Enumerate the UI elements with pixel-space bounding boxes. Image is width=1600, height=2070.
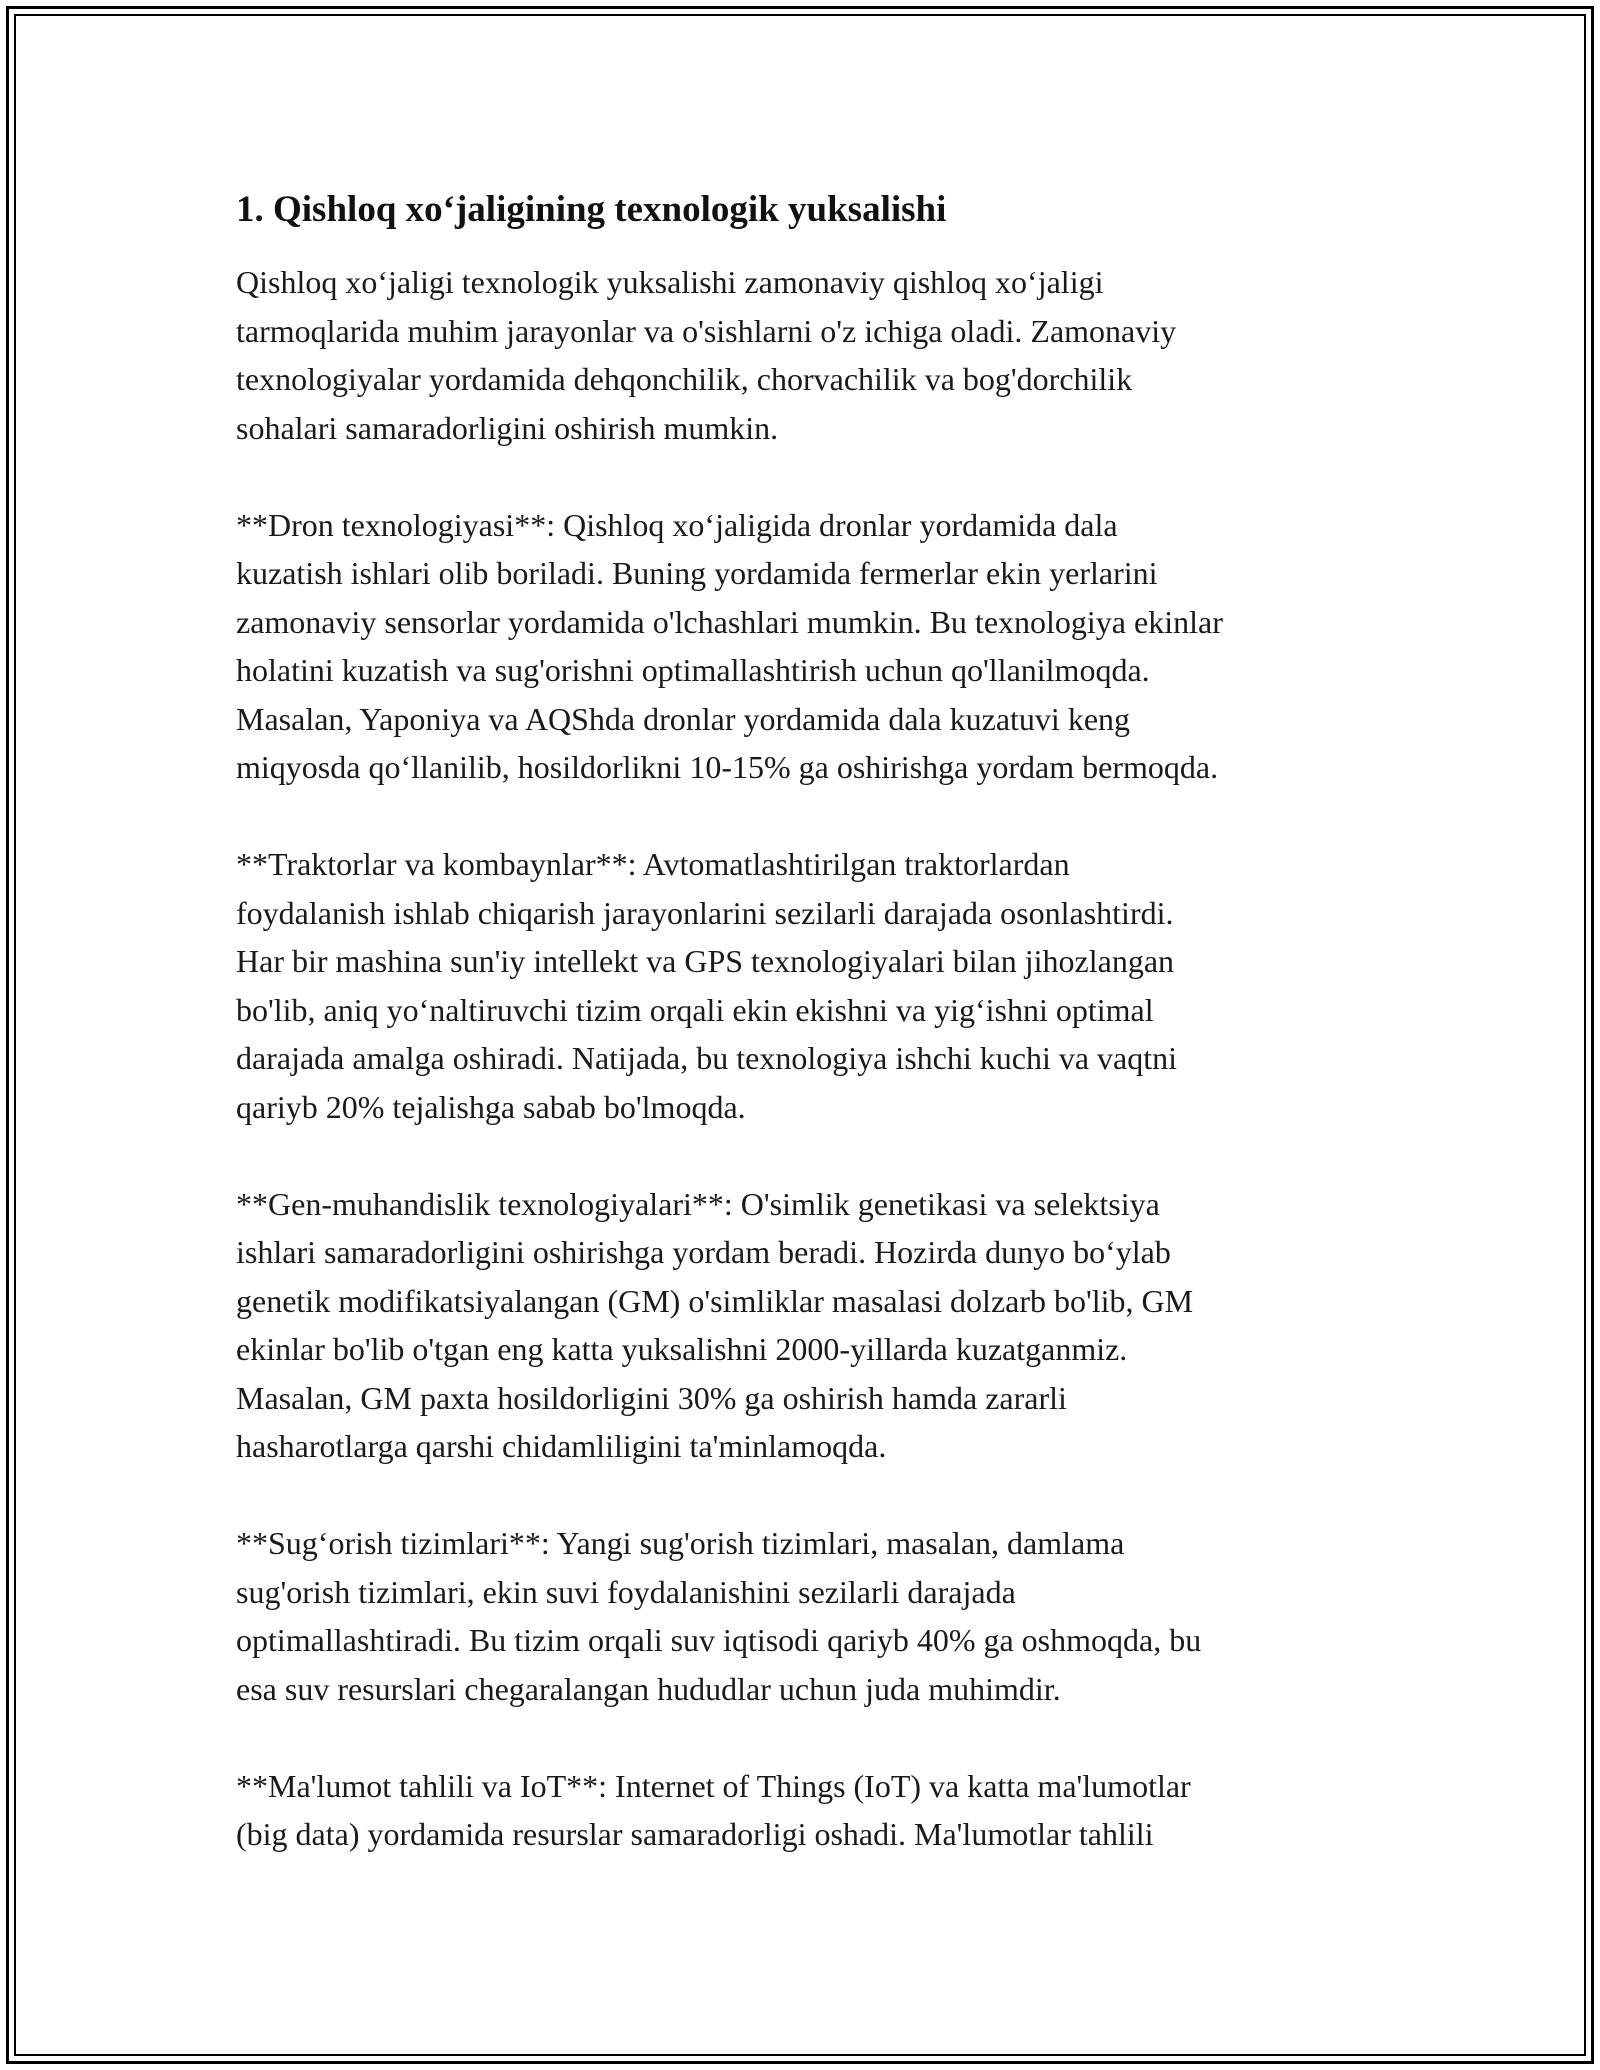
paragraph-line: Masalan, Yaponiya va AQShda dronlar yordamida dala kuzatuvi keng [236, 700, 1131, 737]
paragraph-line: zamonaviy sensorlar yordamida o'lchashlari mumkin. Bu texnologiya ekinlar [236, 603, 1223, 640]
paragraph-line: optimallashtiradi. Bu tizim orqali suv iqtisodi qariyb 40% ga oshmoqda, bu [236, 1622, 1202, 1658]
paragraph-line: Masalan, GM paxta hosildorligini 30% ga oshirish hamda zararli [236, 1379, 1067, 1416]
paragraph-line: sug'orish tizimlari, ekin suvi foydalanishini sezilarli darajada [236, 1573, 1016, 1610]
paragraph-intro [236, 258, 1384, 452]
paragraph-line: (big data) yordamida resurslar samaradorligi oshadi. Ma'lumotlar tahlili [236, 1816, 1154, 1852]
paragraph-line: miqyosda qo‘llanilib, hosildorlikni 10-15% ga oshirishga yordam bermoqda. [236, 749, 1219, 785]
paragraph-line: **Ma'lumot tahlili va IoT**: Internet of Things (IoT) va katta ma'lumotlar [236, 1767, 1191, 1804]
paragraph-line: Qishloq xo‘jaligi texnologik yuksalishi zamonaviy qishloq xo‘jaligi [236, 264, 1104, 300]
paragraph-irrigation [236, 1519, 1384, 1713]
paragraph-line: sohalari samaradorligini oshirish mumkin. [236, 409, 779, 446]
paragraph-genetics [236, 1180, 1384, 1471]
paragraph-line: tarmoqlarida muhim jarayonlar va o'sishlarni o'z ichiga oladi. Zamonaviy [236, 312, 1177, 349]
paragraph-line: ishlari samaradorligini oshirishga yordam beradi. Hozirda dunyo bo‘ylab [236, 1234, 1171, 1270]
paragraph-line: **Dron texnologiyasi**: Qishloq xo‘jaligida dronlar yordamida dala [236, 506, 1118, 543]
paragraph-line: **Sug‘orish tizimlari**: Yangi sug'orish tizimlari, masalan, damlama [236, 1525, 1125, 1561]
paragraph-tractors [236, 840, 1384, 1131]
paragraph-line: esa suv resurslari chegaralangan hududlar uchun juda muhimdir. [236, 1670, 1061, 1707]
paragraph-line: **Traktorlar va kombaynlar**: Avtomatlashtirilgan traktorlardan [236, 846, 1070, 882]
paragraph-line: Har bir mashina sun'iy intellekt va GPS texnologiyalari bilan jihozlangan [236, 943, 1175, 979]
paragraph-line: holatini kuzatish va sug'orishni optimallashtirish uchun qo'llanilmoqda. [236, 652, 1150, 688]
paragraph-drones [236, 501, 1384, 792]
paragraph-line: darajada amalga oshiradi. Natijada, bu texnologiya ishchi kuchi va vaqtni [236, 1040, 1178, 1076]
section-heading: 1. Qishloq xo‘jaligining texnologik yuksalishi [236, 189, 947, 230]
paragraph-iot [236, 1762, 1384, 1859]
paragraph-line: genetik modifikatsiyalangan (GM) o'simliklar masalasi dolzarb bo'lib, GM [236, 1282, 1194, 1319]
paragraph-line: foydalanish ishlab chiqarish jarayonlarini sezilarli darajada osonlashtirdi. [236, 894, 1174, 931]
paragraph-line: bo'lib, aniq yo‘naltiruvchi tizim orqali ekin ekishni va yig‘ishni optimal [236, 991, 1154, 1028]
paragraph-line: hasharotlarga qarshi chidamliligini ta'minlamoqda. [236, 1428, 887, 1464]
paragraph-line: qariyb 20% tejalishga sabab bo'lmoqda. [236, 1088, 746, 1125]
paragraph-line: texnologiyalar yordamida dehqonchilik, chorvachilik va bog'dorchilik [236, 361, 1133, 397]
paragraph-line: **Gen-muhandislik texnologiyalari**: O'simlik genetikasi va selektsiya [236, 1185, 1160, 1222]
paragraph-line: ekinlar bo'lib o'tgan eng katta yuksalishni 2000-yillarda kuzatganmiz. [236, 1331, 1128, 1367]
paragraph-line: kuzatish ishlari olib boriladi. Buning yordamida fermerlar ekin yerlarini [236, 555, 1158, 591]
document-body [236, 186, 1384, 1907]
